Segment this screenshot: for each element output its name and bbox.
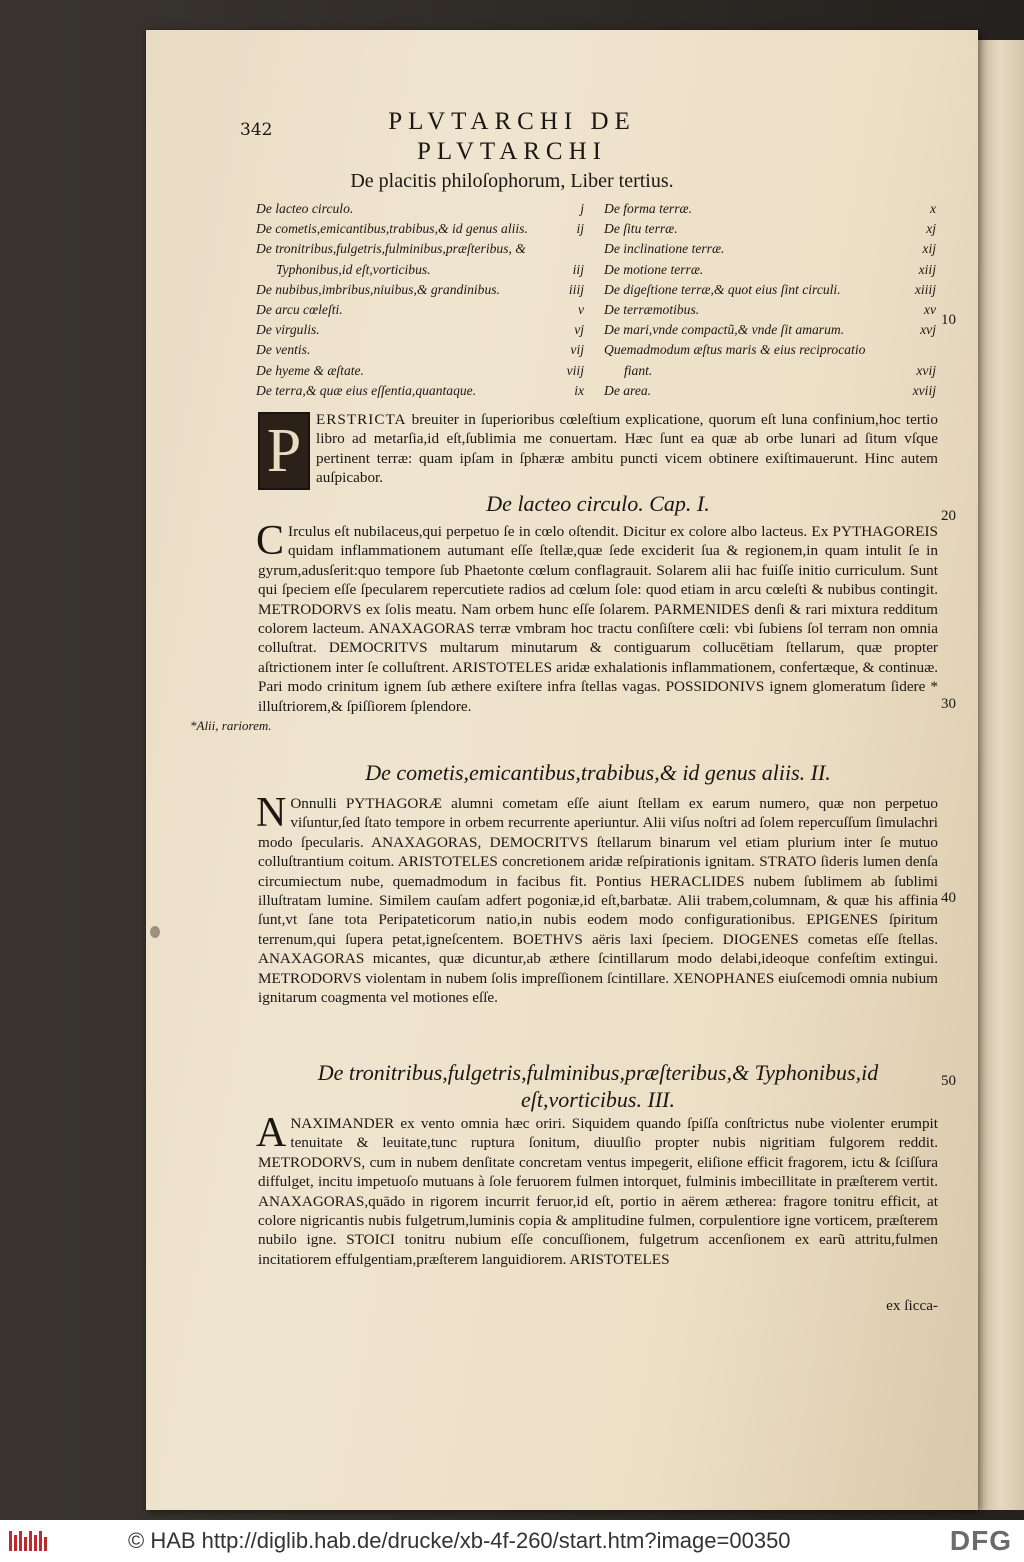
toc-number: iiij	[568, 281, 584, 297]
intro-text: breuiter in ſuperioribus cœleſtium explicatione, quorum eſt luna confinium,hoc tertio libro ad metarſia,id eſt,ſublimia me conuertam. Hæc ſunt ea quæ ab orbe lunari ad ſitum vſque pertinent terræ: quam ipſam in ſphæræ ambitu puncti vicem obtinere exiſtimauerunt. Hinc autem auſpicabor.	[316, 411, 938, 487]
section-text: Irculus eſt nubilaceus,qui perpetuo ſe in cœlo oſtendit. Dicitur ex colore albo lacteus. Ex PYTHAGOREIS quidam inflammationem autumant eſſe ſtellæ,quæ ſede exciderit ſua & regionem,in quam intulit ſe in gyrum,adusſerit:quo tempore ſub Phaetonte cœlum conflagrauit. Solarem alii hac fuiſſe initio curriculum. Sunt qui ſpeciem eſſe ſpecularem repercutiete radios ad cœlum ſole: quod etiam in arcu cœleſti & nubibus contingit. METRODORVS ex ſolis meatu. Nam orbem hunc eſſe ſolarem. PARMENIDES denſi & rari mixtura redditum colorem lacteum. ANAXAGORAS terræ vmbram hoc tractu conſiſtere cœli: vbi ſubiens ſol terram non omnia colluſtrat. DEMOCRITVS multarum minutarum & contiguarum collucētiam ſtellarum, quæ propter aſtrictionem inter ſe colluſtrent. ARISTOTELES aridæ exhalationis inflammationem, confertæque, & continuæ. Pari modo crinitum ignem ſub æthere exiſtere infra ſtellas vagas. POSSIDONIVS ignem glomeratum ſidere * illuſtriorem,& ſpiſſiorem ſplendore.	[258, 523, 938, 715]
toc-number: vij	[570, 342, 584, 358]
book-subtitle: De placitis philoſophorum, Liber tertius.	[350, 170, 674, 192]
section-text: NAXIMANDER ex vento omnia hæc oriri. Siquidem quando ſpiſſa conſtrictus nube violenter erumpit tenuitate & leuitate,tunc ruptura ſonitum, diuulſio propter nubis nigritiam fulgorem reddit. METRODORVS, cum in nubem denſitate concretam ventus impegerit, eliſione efficit fragorem, ictu & ſciſſura diffulget, incitu impetuoſo mutuans à ſole feruorem fulmen intorquet, fulminis imbecillitate in præſterem vertit. ANAXAGORAS,quādo in rigorem incurrit feruor,id eſt, portio in aërem ætherea: fragore tonitru efficit, at colore nigricantis nubis fulgetrum,luminis copia & amplitudine fulmen, corpulentiore igne vorticem, præſterem nubilo igne. STOICI tonitru nubium eſſe concuſſionem, fulgetrum accenſionem ex earũ attritu,fulmen incitatiorem effulgentiam,præſterem languidiorem. ARISTOTELES	[258, 1115, 938, 1268]
toc-entry: De virgulis.	[256, 322, 320, 338]
toc-entry: De motione terræ.	[604, 261, 704, 277]
toc-entry: De forma terræ.	[604, 201, 692, 216]
line-number: 50	[941, 1073, 956, 1089]
toc-number: xv	[923, 301, 936, 317]
toc-number: xij	[922, 241, 936, 257]
toc-entry: Typhonibus,id eſt,vorticibus.	[276, 261, 431, 277]
section-body-3	[256, 1110, 938, 1269]
toc-number: xvij	[916, 362, 936, 378]
toc-number: xj	[926, 221, 936, 237]
line-number: 40	[941, 890, 956, 906]
toc-number: vj	[574, 322, 584, 338]
running-head-line-2: PLVTARCHI	[417, 138, 607, 165]
line-number: 10	[941, 312, 956, 328]
footer-url[interactable]: © HAB http://diglib.hab.de/drucke/xb-4f-260/start.htm?image=00350	[128, 1528, 791, 1553]
page-number: 342	[240, 120, 273, 140]
toc-number: xiiij	[914, 281, 936, 297]
toc-entry: De ventis.	[256, 342, 311, 358]
margin-note: *Alii, rariorem.	[190, 718, 272, 733]
hab-logo-icon	[8, 1529, 48, 1553]
toc-row	[256, 302, 936, 322]
line-number: 20	[941, 508, 956, 524]
toc-row	[256, 383, 936, 403]
section-body-2	[256, 790, 938, 1007]
section-initial: A	[256, 1110, 287, 1156]
toc-entry: De ſitu terræ.	[604, 221, 678, 237]
toc-number: ix	[574, 382, 584, 398]
viewer-footer	[0, 1520, 1024, 1562]
toc-entry: De hyeme & æſtate.	[256, 362, 364, 378]
toc-entry: De terra,& quæ eius eſſentia,quantaque.	[256, 382, 477, 398]
toc-number: iij	[572, 261, 584, 277]
toc-entry: De digeſtione terræ,& quot eius ſint circuli.	[604, 281, 841, 297]
toc-number: xiij	[918, 261, 936, 277]
table-of-contents	[256, 201, 936, 403]
section-initial: C	[256, 518, 285, 564]
toc-number: x	[929, 201, 936, 216]
toc-number: ij	[576, 221, 584, 237]
toc-row	[256, 342, 936, 362]
toc-entry: De terræmotibus.	[604, 301, 700, 317]
toc-number: xvj	[920, 322, 936, 338]
adjacent-page-edge	[978, 40, 1024, 1510]
toc-entry: De cometis,emicantibus,trabibus,& id genus aliis.	[256, 221, 528, 237]
toc-entry: De inclinatione terræ.	[604, 241, 725, 257]
catchword: ex ſicca-	[886, 1297, 938, 1314]
intro-paragraph	[258, 410, 938, 490]
toc-row	[256, 221, 936, 241]
toc-entry: Quemadmodum æſtus maris & eius reciprocatio	[604, 342, 866, 358]
toc-row	[256, 241, 936, 261]
toc-entry: De area.	[604, 382, 652, 398]
toc-entry: De mari,vnde compactũ,& vnde ſit amarum.	[604, 322, 845, 338]
line-number: 30	[941, 696, 956, 712]
toc-row	[256, 322, 936, 342]
toc-row	[256, 363, 936, 383]
toc-entry: De nubibus,imbribus,niuibus,& grandinibus.	[256, 281, 500, 297]
section-body-1	[256, 518, 938, 716]
toc-row	[256, 262, 936, 282]
toc-number: viij	[566, 362, 584, 378]
toc-number: v	[577, 301, 584, 317]
section-heading-1: De lacteo circulo. Cap. I.	[486, 491, 710, 516]
dfg-logo: DFG	[949, 1525, 1012, 1556]
toc-number: xviij	[912, 382, 936, 398]
toc-entry: De tronitribus,fulgetris,fulminibus,præſteribus, &	[256, 241, 526, 257]
running-head-line-1: PLVTARCHI DE	[388, 108, 636, 135]
toc-row	[256, 282, 936, 302]
stain-mark	[150, 926, 160, 938]
section-text: Onnulli PYTHAGORÆ alumni cometam eſſe aiunt ſtellam ex earum numero, quæ non perpetuo viſuntur,ſed ſtato tempore in orbem recurrente aperiuntur. Alii viſus noſtri ad ſolem repercuſſum ſimulachri modo ſpecularis. ANAXAGORAS, DEMOCRITVS ſtellarum binarum vel etiam plurium inter ſe mutuo colluſtrantium coitum. ARISTOTELES concretionem aridæ reſpirationis ignitam. STRATO ſideris lumen denſa circumiectum nube, quemadmodum in facibus fit. Pontius HERACLIDES nubem ſublimem ab ſublimi illuſtratam lumine. Similem cauſam adfert pogoniæ,id eſt,barbatæ. Alii trabem,columnam, & quæ his affinia ſunt,vt ſane tota Peripateticorum natio,in nubis eodem modo configurationibus. EPIGENES ſpiritum terrenum,qui ſupera petat,igneſcentem. BOETHVS aëris laxi ſpeciem. DIOGENES cometas eſſe ſtellas. ANAXAGORAS micantes, quæ dicuntur,ab æthere ſcintillarum modo delabi,ideoque confeſtim extingui. METRODORVS violentam in nubem ſolis impreſſionem ſcintillare. XENOPHANES eiuſcemodi omnia nubium ignitarum coagmenta vel motiones eſſe.	[258, 795, 938, 1007]
toc-number: j	[580, 201, 584, 216]
toc-entry: De lacteo circulo.	[256, 201, 354, 216]
toc-row	[256, 201, 936, 221]
toc-entry: fiant.	[624, 362, 653, 378]
decorated-initial: P	[258, 412, 310, 490]
section-heading-3: De tronitribus,fulgetris,fulminibus,præſteribus,& Typhonibus,id eſt,vorticibus. III.	[317, 1060, 879, 1112]
section-heading-2: De cometis,emicantibus,trabibus,& id genus aliis. II.	[365, 760, 831, 785]
toc-entry: De arcu cœleſti.	[256, 301, 343, 317]
section-initial: N	[256, 790, 287, 836]
intro-lead-word: ERSTRICTA	[316, 411, 407, 428]
